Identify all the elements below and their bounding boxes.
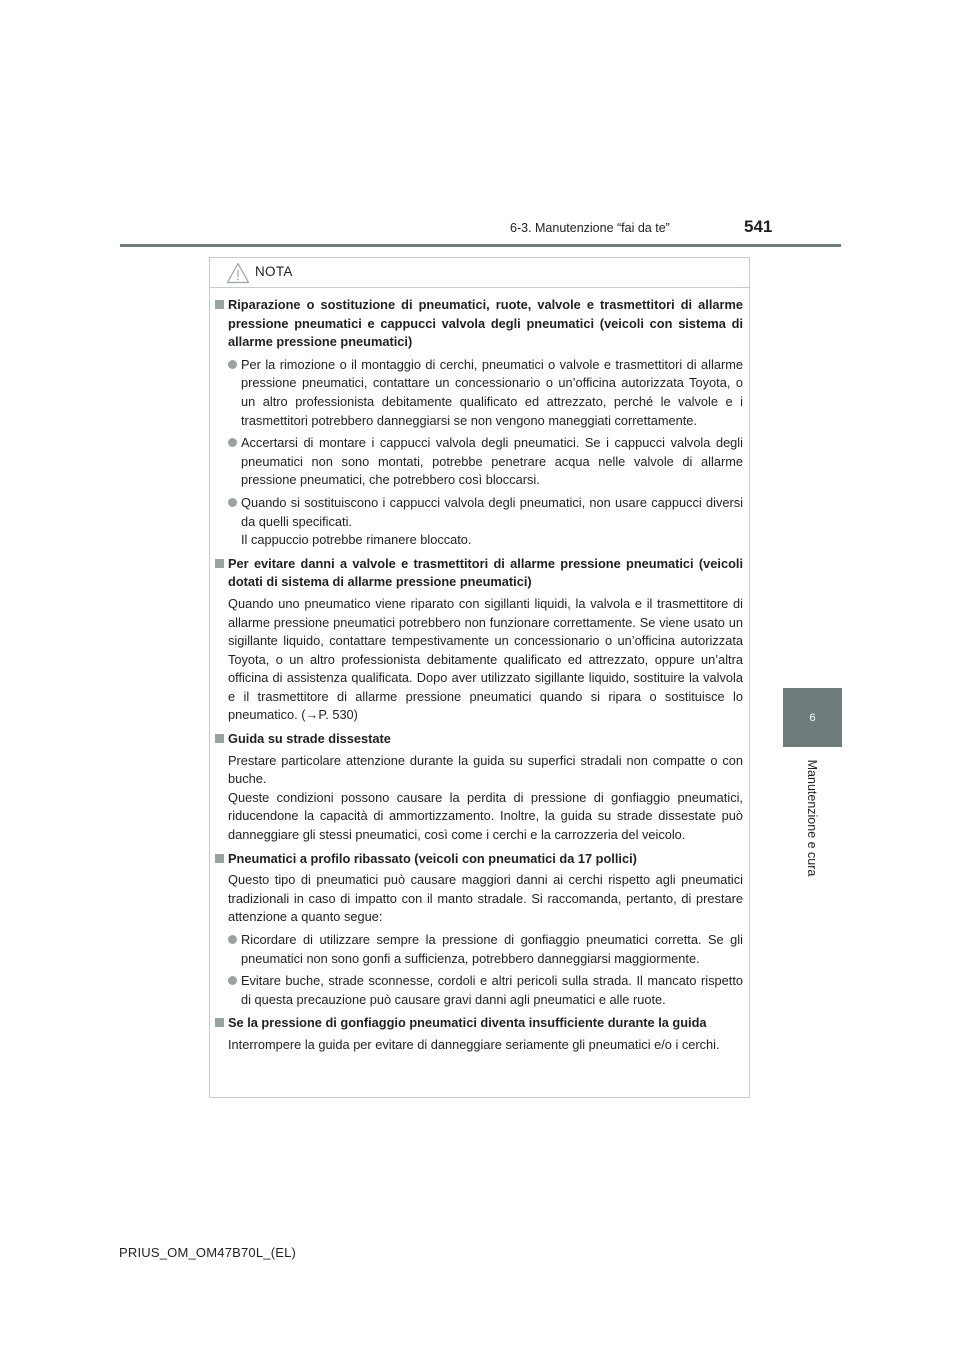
nota-title: NOTA — [255, 264, 293, 279]
section-title: Riparazione o sostituzione di pneumatici, ruote, valvole e trasmettitori di allarme pressione pneumatici e cappucci valvola degli pneumatici (veicoli con sistema di allarme pressione pneumatici) — [228, 297, 743, 350]
round-bullet-icon — [228, 498, 237, 507]
chapter-tab — [783, 688, 842, 747]
page-number: 541 — [744, 217, 773, 236]
square-bullet-icon — [215, 854, 224, 863]
header-rule — [120, 244, 841, 247]
running-header-section: 6-3. Manutenzione “fai da te” — [510, 221, 670, 235]
list-item — [228, 494, 743, 550]
section-title: Per evitare danni a valvole e trasmettitori di allarme pressione pneumatici (veicoli dotati di sistema di allarme pressione pneumatici) — [228, 555, 743, 590]
list-item — [228, 356, 743, 430]
round-bullet-icon — [228, 935, 237, 944]
section-text-line: Prestare particolare attenzione durante la guida su superfici stradali non compatte o con buche. — [228, 752, 743, 787]
list-item — [228, 434, 743, 490]
document-code: PRIUS_OM_OM47B70L_(EL) — [119, 1245, 297, 1260]
warning-triangle-icon — [226, 262, 250, 284]
round-bullet-icon — [228, 976, 237, 985]
list-item-text: Evitare buche, strade sconnesse, cordoli e altri pericoli sulla strada. Il mancato rispetto di questa precauzione può causare gravi danni agli pneumatici e alle ruote. — [241, 973, 743, 1007]
nota-header — [210, 258, 749, 288]
square-bullet-icon — [215, 559, 224, 568]
round-bullet-icon — [228, 360, 237, 369]
section-text-line: Queste condizioni possono causare la perdita di pressione di gonfiaggio pneumatici, riducendone la capacità di ammortizzamento. Inoltre, la guida su strade dissestate può danneggiare gli stessi pneumatici, così come i cerchi e la carrozzeria del veicolo. — [228, 789, 743, 843]
list-item-text: Accertarsi di montare i cappucci valvola degli pneumatici. Se i cappucci valvola degli pneumatici non sono montati, potrebbe penetrare acqua nelle valvole di allarme pressione pneumatici, che potrebbero così bloccarsi. — [241, 435, 743, 488]
square-bullet-icon — [215, 300, 224, 309]
section-text: Questo tipo di pneumatici può causare maggiori danni ai cerchi rispetto agli pneumatici tradizionali in caso di impatto con il manto stradale. Si raccomanda, pertanto, di prestare attenzione a quanto segue: — [228, 872, 743, 925]
section-low-pressure-driving — [215, 1014, 743, 1054]
section-title: Guida su strade dissestate — [228, 731, 391, 747]
list-item — [228, 931, 743, 968]
section-text — [228, 752, 743, 845]
list-item-text: Per la rimozione o il montaggio di cerchi, pneumatici o valvole e trasmettitori di allarme pressione pneumatici, contattare un concessionario o un’officina autorizzata Toyota, o un altro professionista debitamente qualificato ed attrezzato, perché le valvole e i trasmettitori potrebbero danneggiarsi se non vengono maneggiati correttamente. — [241, 356, 743, 428]
list-item-text: Quando si sostituiscono i cappucci valvola degli pneumatici, non usare cappucci diversi da quelli specificati. — [241, 494, 743, 529]
section-tpms-repair — [215, 296, 743, 550]
chapter-label: Manutenzione e cura — [805, 759, 819, 877]
square-bullet-icon — [215, 1018, 224, 1027]
list-item-text: Il cappuccio potrebbe rimanere bloccato. — [241, 532, 472, 548]
section-title: Pneumatici a profilo ribassato (veicoli con pneumatici da 17 pollici) — [228, 850, 637, 866]
round-bullet-icon — [228, 438, 237, 447]
section-text: Interrompere la guida per evitare di danneggiare seriamente gli pneumatici e/o i cerchi. — [228, 1036, 720, 1052]
section-title: Se la pressione di gonfiaggio pneumatici diventa insufficiente durante la guida — [228, 1015, 707, 1031]
chapter-number: 6 — [809, 711, 816, 724]
section-text: Quando uno pneumatico viene riparato con sigillanti liquidi, la valvola e il trasmettitore di allarme pressione pneumatici potrebbero non funzionare correttamente. Se viene usato un sigillante liquido, contattare tempestivamente un concessionario o un’officina autorizzata Toyota, o un altro professionista debitamente qualificato ed attrezzato, oppure un’altra officina di assistenza qualificata. Dopo aver utilizzato sigillante liquido, sostituire la valvola e il trasmettitore di allarme pressione pneumatici quando si ripara o sostituisce lo pneumatico. (→P. 530) — [228, 595, 743, 723]
nota-box — [209, 257, 750, 1098]
nota-content — [215, 296, 743, 1055]
square-bullet-icon — [215, 734, 224, 743]
list-item — [228, 972, 743, 1009]
list-item-text: Ricordare di utilizzare sempre la pressione di gonfiaggio pneumatici corretta. Se gli pneumatici non sono gonfi a sufficienza, potrebbero danneggiarsi maggiormente. — [241, 932, 743, 966]
section-rough-roads — [215, 730, 743, 845]
section-sealant-damage — [215, 555, 743, 725]
section-low-profile-tires — [215, 850, 743, 1010]
